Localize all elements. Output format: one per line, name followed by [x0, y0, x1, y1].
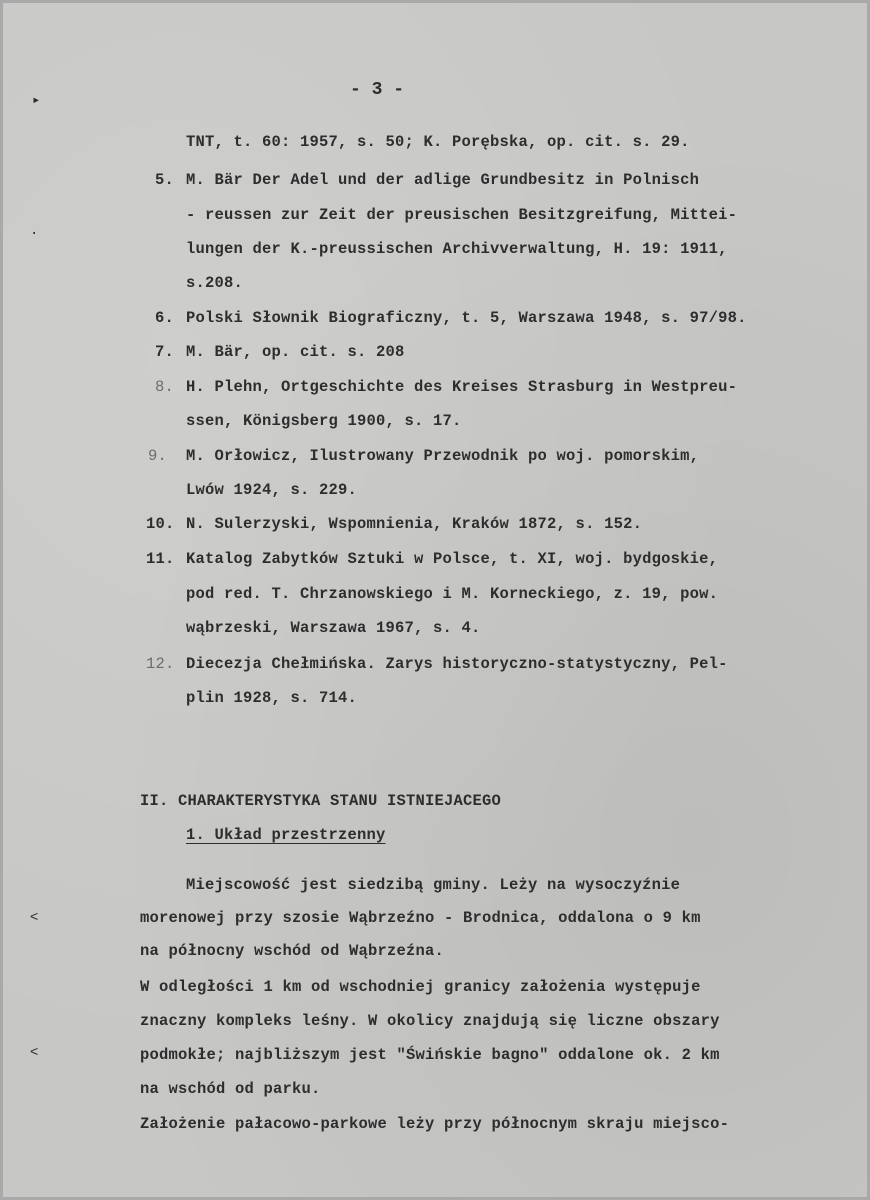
footnote-line: Diecezja Chełmińska. Zarys historyczno-statystyczny, Pel- [186, 655, 728, 673]
footnote-line: M. Bär Der Adel und der adlige Grundbesitz in Polnisch [186, 171, 700, 189]
footnote-number: 7. [155, 343, 175, 361]
punch-mark: ˂ [30, 910, 39, 926]
footnote-line: Lwów 1924, s. 229. [186, 481, 358, 499]
footnote-number: 12. [146, 655, 175, 673]
footnote-line: M. Bär, op. cit. s. 208 [186, 343, 405, 361]
punch-mark: · [30, 226, 39, 242]
footnote-number: 11. [146, 550, 175, 568]
footnote-line: pod red. T. Chrzanowskiego i M. Korneckiego, z. 19, pow. [186, 585, 719, 603]
footnote-line: Polski Słownik Biograficzny, t. 5, Warszawa 1948, s. 97/98. [186, 309, 747, 327]
section-heading: II. CHARAKTERYSTYKA STANU ISTNIEJACEGO [140, 792, 502, 810]
footnote-line: M. Orłowicz, Ilustrowany Przewodnik po woj. pomorskim, [186, 447, 700, 465]
paragraph-line: podmokłe; najbliższym jest "Świńskie bagno" oddalone ok. 2 km [140, 1046, 720, 1064]
footnote-line: Katalog Zabytków Sztuki w Polsce, t. XI, woj. bydgoskie, [186, 550, 719, 568]
footnote-line: wąbrzeski, Warszawa 1967, s. 4. [186, 619, 481, 637]
paragraph-line: morenowej przy szosie Wąbrzeźno - Brodnica, oddalona o 9 km [140, 909, 701, 927]
footnote-line: ssen, Königsberg 1900, s. 17. [186, 412, 462, 430]
paragraph-line: Miejscowość jest siedzibą gminy. Leży na wysoczyźnie [186, 876, 681, 894]
footnote-number: 8. [155, 378, 175, 396]
paragraph-line: Założenie pałacowo-parkowe leży przy północnym skraju miejsco- [140, 1115, 730, 1133]
paragraph-line: znaczny kompleks leśny. W okolicy znajdują się liczne obszary [140, 1012, 720, 1030]
subsection-heading: 1. Układ przestrzenny [186, 826, 386, 844]
footnote-number: 5. [155, 171, 175, 189]
footnote-number: 9. [148, 447, 168, 465]
footnote-number: 10. [146, 515, 175, 533]
paragraph-line: W odległości 1 km od wschodniej granicy założenia występuje [140, 978, 701, 996]
footnote-line: - reussen zur Zeit der preusischen Besitzgreifung, Mittei- [186, 206, 738, 224]
footnote-line: H. Plehn, Ortgeschichte des Kreises Strasburg in Westpreu- [186, 378, 738, 396]
punch-mark: ▸ [32, 93, 41, 109]
footnote-line: s.208. [186, 274, 244, 292]
footnote-line: lungen der K.-preussischen Archivverwaltung, H. 19: 1911, [186, 240, 728, 258]
paragraph-line: na północny wschód od Wąbrzeźna. [140, 942, 445, 960]
paragraph-line: na wschód od parku. [140, 1080, 321, 1098]
page-number: - 3 - [350, 80, 405, 100]
footnote-continuation: TNT, t. 60: 1957, s. 50; K. Porębska, op. cit. s. 29. [186, 133, 690, 151]
footnote-line: plin 1928, s. 714. [186, 689, 358, 707]
punch-mark: ˂ [30, 1045, 39, 1061]
footnote-number: 6. [155, 309, 175, 327]
footnote-line: N. Sulerzyski, Wspomnienia, Kraków 1872, s. 152. [186, 515, 643, 533]
